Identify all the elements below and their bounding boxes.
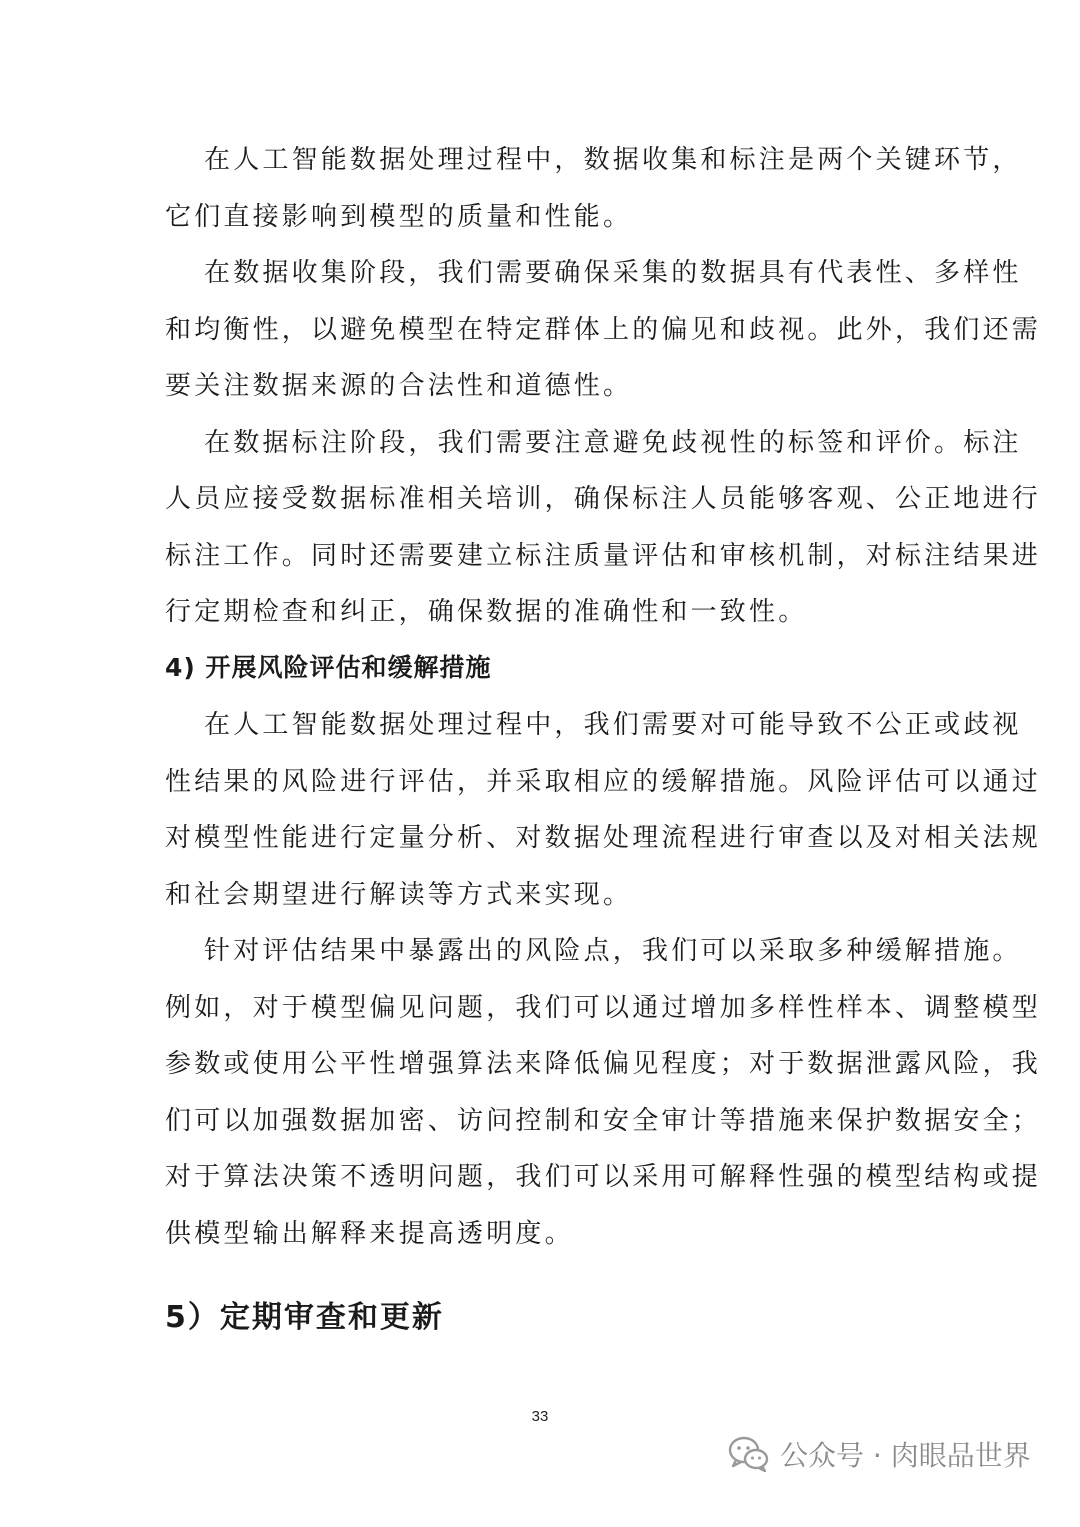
paragraph-3-line-1: 在数据标注阶段，我们需要注意避免歧视性的标签和评价。标注 <box>204 428 1022 458</box>
paragraph-1-line-1: 在人工智能数据处理过程中，数据收集和标注是两个关键环节， <box>204 145 1022 175</box>
paragraph-5-line-3: 参数或使用公平性增强算法来降低偏见程度；对于数据泄露风险，我 <box>165 1049 1042 1079</box>
paragraph-5-line-2: 例如，对于模型偏见问题，我们可以通过增加多样性样本、调整模型 <box>165 993 1042 1023</box>
wechat-icon <box>728 1435 770 1473</box>
paragraph-3-line-3: 标注工作。同时还需要建立标注质量评估和审核机制，对标注结果进 <box>165 541 1042 571</box>
paragraph-2-line-3: 要关注数据来源的合法性和道德性。 <box>165 371 633 401</box>
paragraph-4-line-4: 和社会期望进行解读等方式来实现。 <box>165 880 633 910</box>
page-number: 33 <box>531 1408 549 1425</box>
section-heading-5: 5）定期审查和更新 <box>165 1300 444 1335</box>
paragraph-4-line-3: 对模型性能进行定量分析、对数据处理流程进行审查以及对相关法规 <box>165 823 1042 853</box>
paragraph-5-line-1: 针对评估结果中暴露出的风险点，我们可以采取多种缓解措施。 <box>204 936 1022 966</box>
paragraph-5-line-5: 对于算法决策不透明问题，我们可以采用可解释性强的模型结构或提 <box>165 1162 1042 1192</box>
paragraph-2-line-2: 和均衡性，以避免模型在特定群体上的偏见和歧视。此外，我们还需 <box>165 315 1042 345</box>
paragraph-1-line-2: 它们直接影响到模型的质量和性能。 <box>165 202 633 232</box>
paragraph-4-line-1: 在人工智能数据处理过程中，我们需要对可能导致不公正或歧视 <box>204 710 1022 740</box>
paragraph-3-line-2: 人员应接受数据标准相关培训，确保标注人员能够客观、公正地进行 <box>165 484 1042 514</box>
paragraph-2-line-1: 在数据收集阶段，我们需要确保采集的数据具有代表性、多样性 <box>204 258 1022 288</box>
section-heading-4: 4) 开展风险评估和缓解措施 <box>165 653 492 682</box>
paragraph-4-line-2: 性结果的风险进行评估，并采取相应的缓解措施。风险评估可以通过 <box>165 767 1042 797</box>
paragraph-3-line-4: 行定期检查和纠正，确保数据的准确性和一致性。 <box>165 597 808 627</box>
watermark-text: 公众号 · 肉眼品世界 <box>780 1439 1031 1472</box>
paragraph-5-line-4: 们可以加强数据加密、访问控制和安全审计等措施来保护数据安全； <box>165 1106 1042 1136</box>
paragraph-5-line-6: 供模型输出解释来提高透明度。 <box>165 1219 574 1249</box>
watermark <box>728 1434 1031 1474</box>
